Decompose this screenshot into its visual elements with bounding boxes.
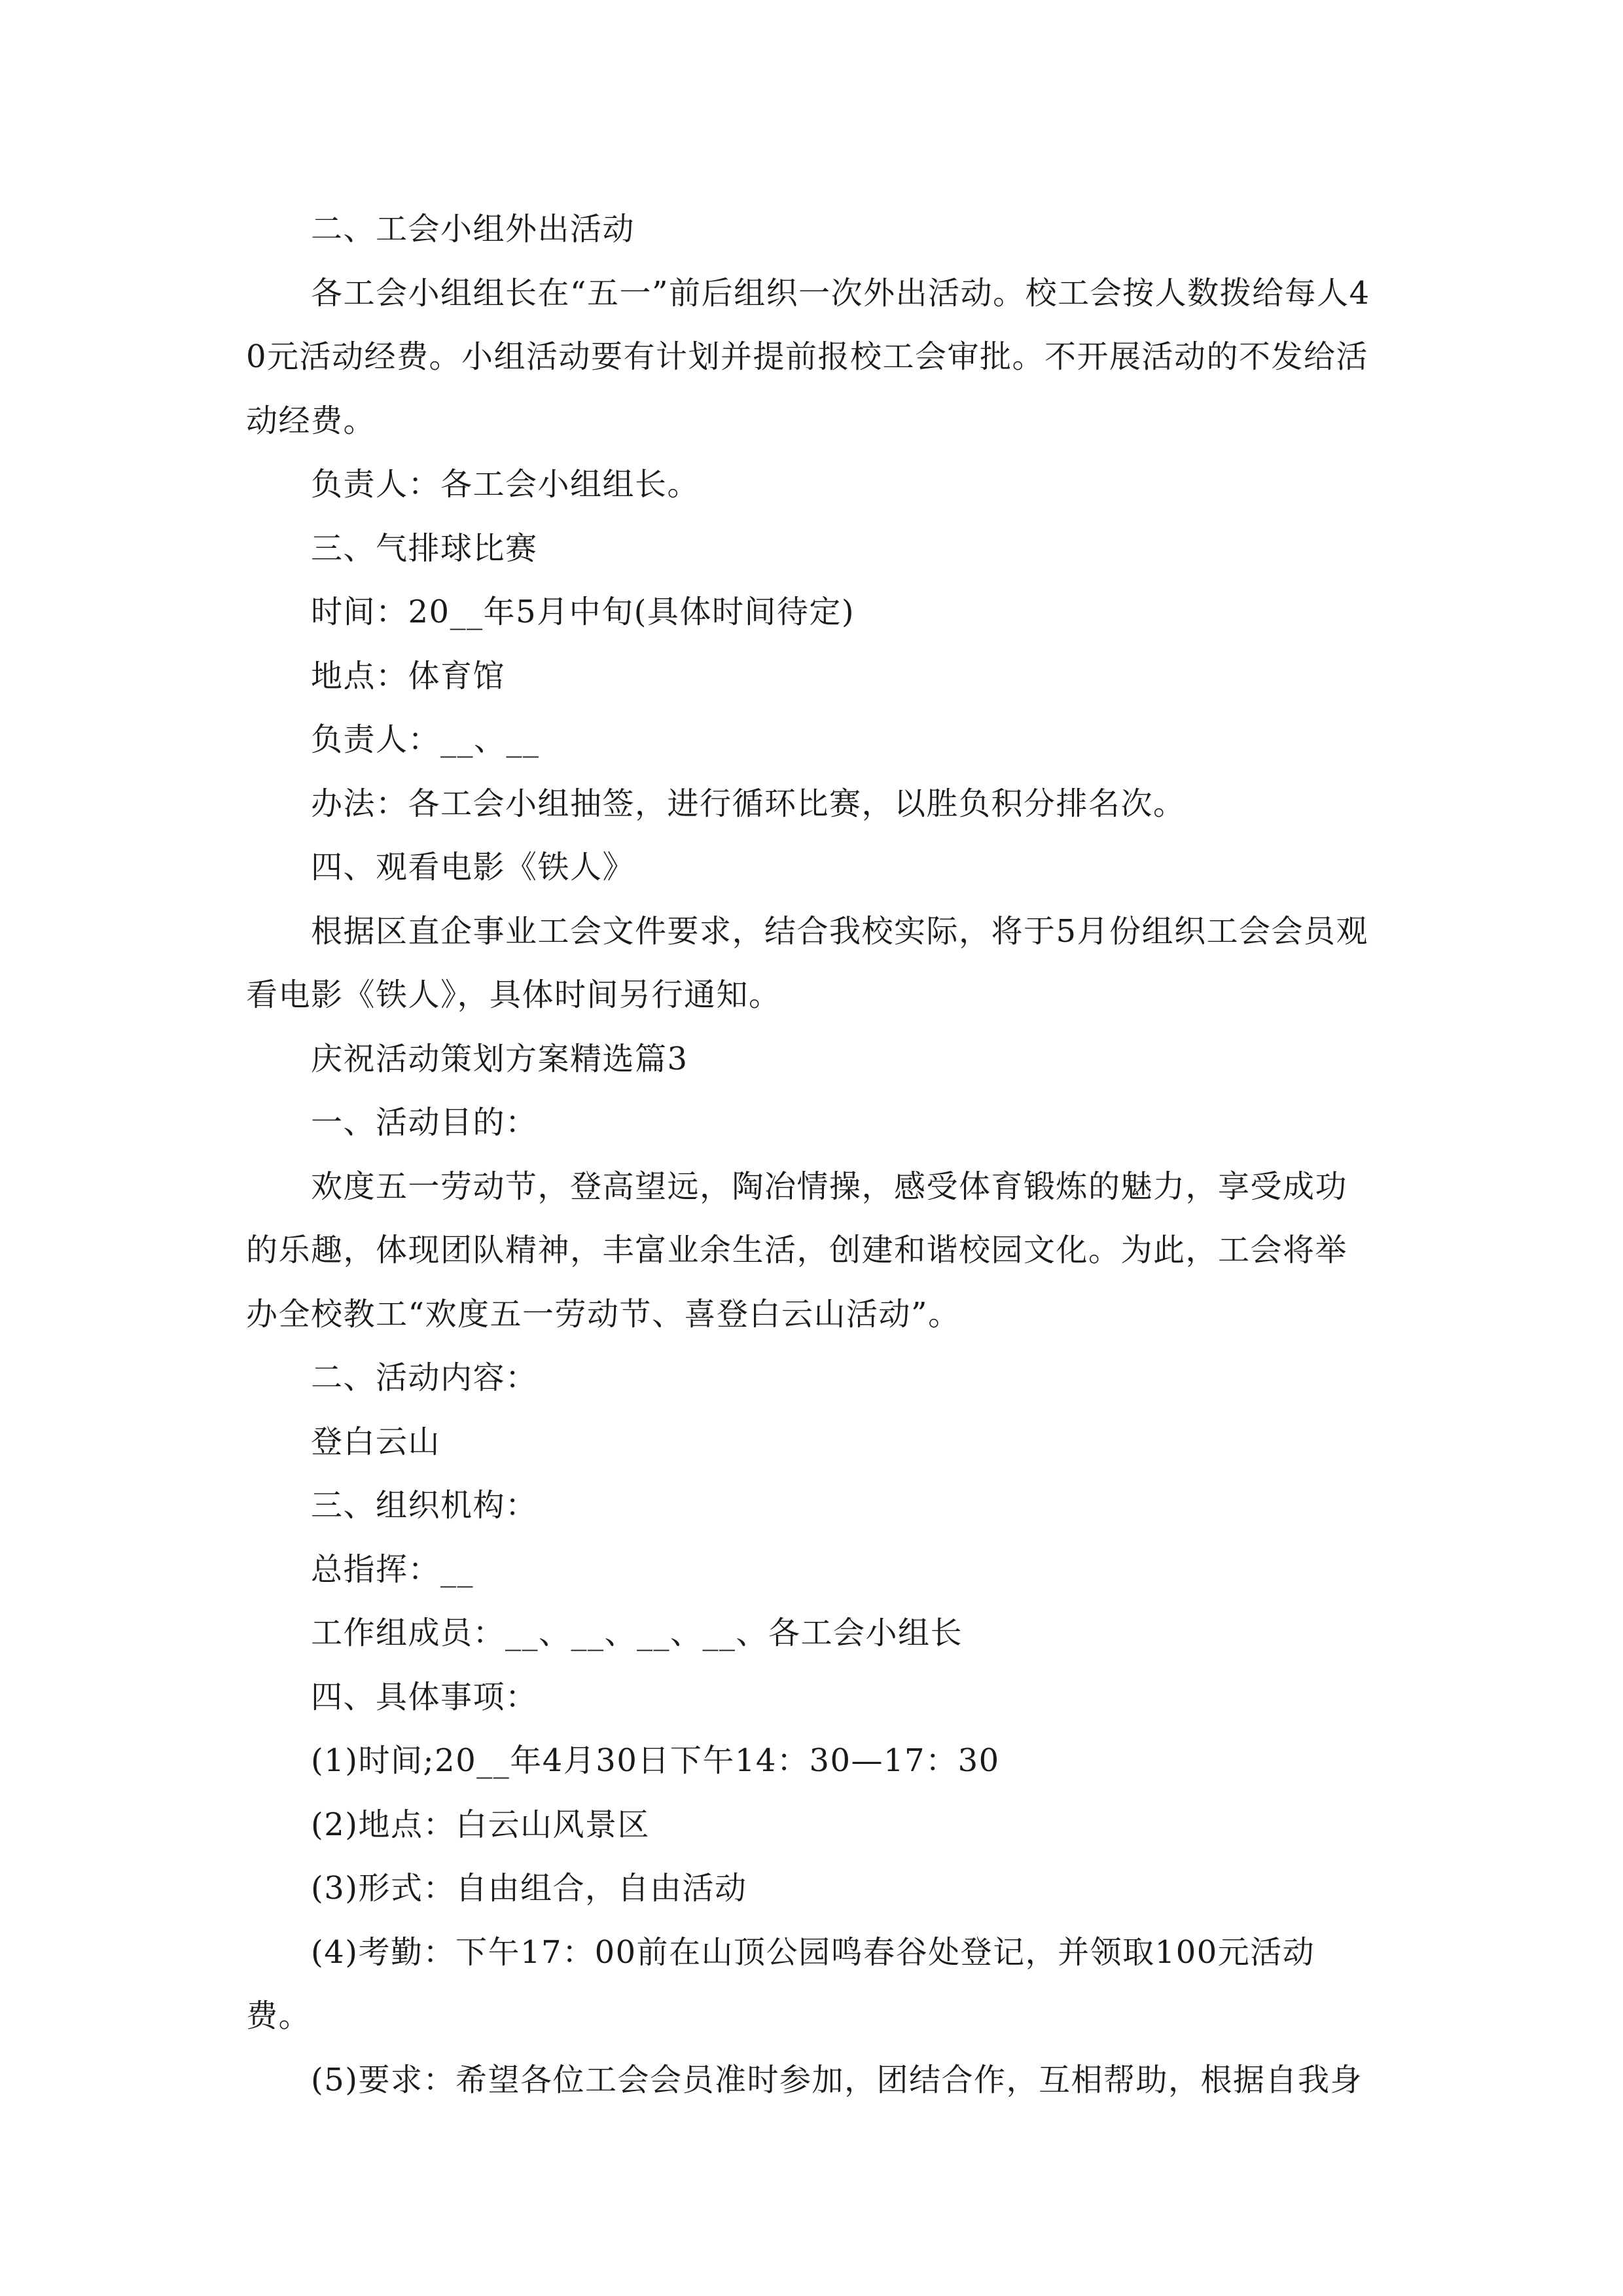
- paragraph-commander: 总指挥：__: [311, 1551, 474, 1588]
- article-title: 庆祝活动策划方案精选篇3: [311, 1040, 688, 1077]
- paragraph-volleyball-place: 地点：体育馆: [311, 657, 506, 694]
- paragraph-team-members: 工作组成员：__、__、__、__、各工会小组长: [311, 1615, 963, 1651]
- paragraph-volleyball-method: 办法：各工会小组抽签，进行循环比赛，以胜负积分排名次。: [311, 785, 1186, 822]
- paragraph-volleyball-owner: 负责人：__、__: [311, 721, 540, 758]
- section-heading-details: 四、具体事项：: [311, 1678, 538, 1715]
- section-heading-movie: 四、观看电影《铁人》: [311, 849, 635, 886]
- paragraph-volleyball-time: 时间：20__年5月中旬(具体时间待定): [311, 594, 855, 630]
- section-heading-organization: 三、组织机构：: [311, 1487, 538, 1524]
- section-heading-purpose: 一、活动目的：: [311, 1104, 538, 1141]
- paragraph-detail-attendance: (4)考勤：下午17：00前在山顶公园鸣春谷处登记，并领取100元活动费。: [246, 1933, 1315, 2034]
- paragraph-detail-time: (1)时间;20__年4月30日下午14：30—17：30: [311, 1742, 1000, 1779]
- document-body: [246, 198, 1378, 2112]
- paragraph-purpose: 欢度五一劳动节，登高望远，陶冶情操，感受体育锻炼的魅力，享受成功的乐趣，体现团队精神，丰富业余生活，创建和谐校园文化。为此，工会将举办全校教工“欢度五一劳动节、喜登白云山活动”。: [246, 1168, 1348, 1333]
- section-heading-content: 二、活动内容：: [311, 1359, 538, 1396]
- paragraph-detail-place: (2)地点：白云山风景区: [311, 1806, 650, 1843]
- section-heading-volleyball: 三、气排球比赛: [311, 529, 538, 567]
- paragraph-group-outing-owner: 负责人：各工会小组组长。: [311, 466, 700, 503]
- paragraph-content: 登白云山: [311, 1423, 441, 1460]
- paragraph-detail-requirements: (5)要求：希望各位工会会员准时参加，团结合作，互相帮助，根据自我身: [311, 2061, 1363, 2098]
- paragraph-movie: 根据区直企事业工会文件要求，结合我校实际，将于5月份组织工会会员观看电影《铁人》，具体时间另行通知。: [246, 912, 1369, 1013]
- paragraph-detail-form: (3)形式：自由组合，自由活动: [311, 1870, 747, 1907]
- section-heading-group-outing: 二、工会小组外出活动: [311, 211, 635, 247]
- paragraph-group-outing: 各工会小组组长在“五一”前后组织一次外出活动。校工会按人数拨给每人40元活动经费。小组活动要有计划并提前报校工会审批。不开展活动的不发给活动经费。: [246, 274, 1370, 439]
